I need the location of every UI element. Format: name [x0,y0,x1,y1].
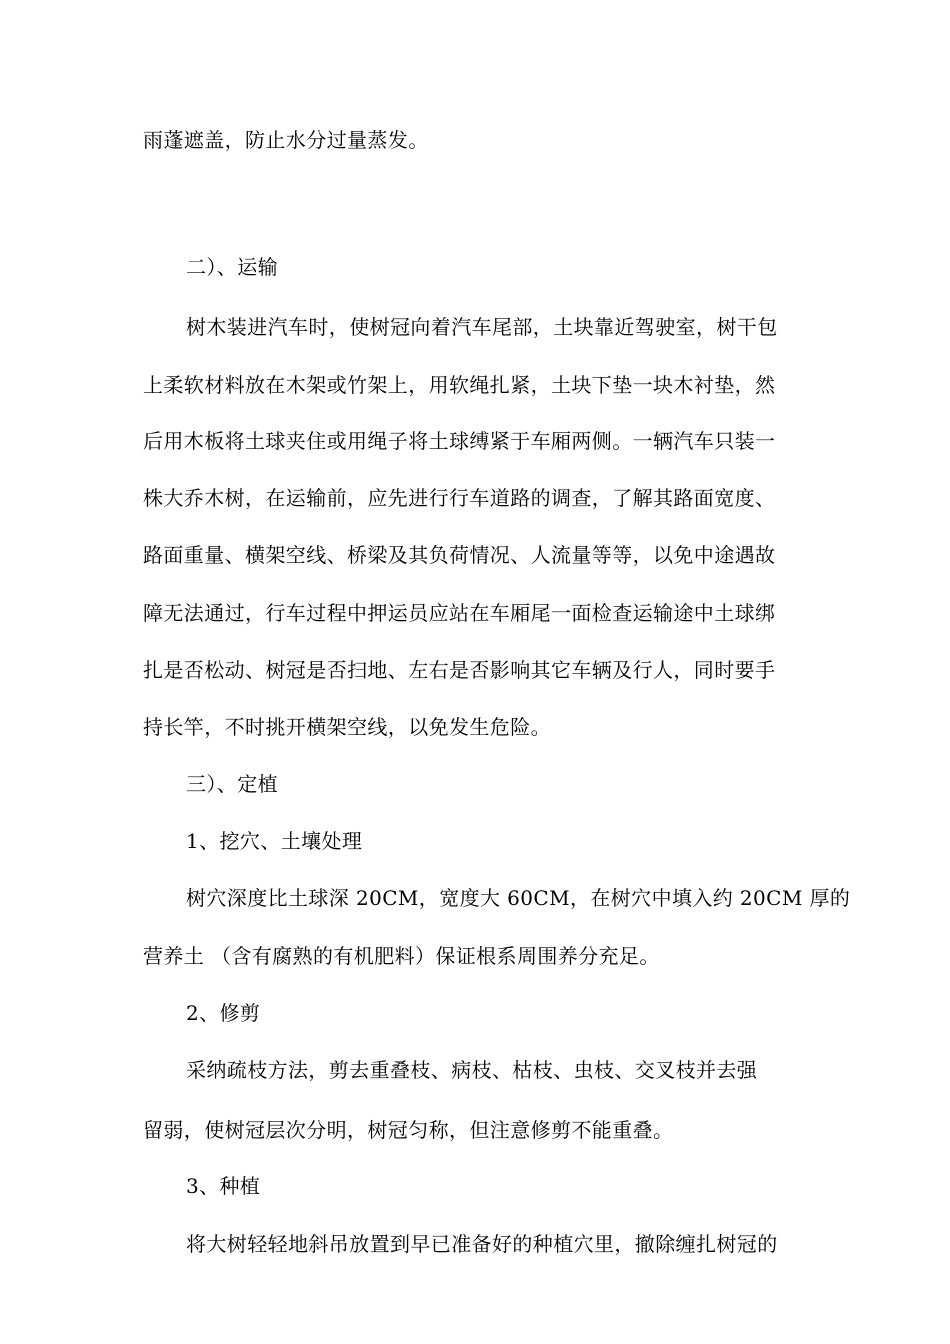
paragraph-line: 树木装进汽车时，使树冠向着汽车尾部，土块靠近驾驶室，树干包 [186,315,778,339]
paragraph-line: 雨蓬遮盖，防止水分过量蒸发。 [143,128,429,152]
paragraph-line: 采纳疏枝方法，剪去重叠枝、病枝、枯枝、虫枝、交叉枝并去强 [186,1058,758,1082]
section-heading-planting: 三）、定植 [186,772,278,796]
paragraph-line: 营养土 （含有腐熟的有机肥料）保证根系周围养分充足。 [143,944,660,968]
subheading-pruning: 2、修剪 [186,1001,261,1025]
paragraph-line: 持长竿，不时挑开横架空线，以免发生危险。 [143,715,551,739]
paragraph-line: 路面重量、横架空线、桥梁及其负荷情况、人流量等等，以免中途遇故 [143,543,776,567]
subheading-digging: 1、挖穴、土壤处理 [186,829,363,853]
paragraph-line: 株大乔木树，在运输前，应先进行行车道路的调查，了解其路面宽度、 [143,486,776,510]
paragraph-line: 障无法通过，行车过程中押运员应站在车厢尾一面检查运输途中土球绑 [143,601,776,625]
paragraph-line: 后用木板将土球夹住或用绳子将土球缚紧于车厢两侧。一辆汽车只装一 [143,429,776,453]
paragraph-line: 树穴深度比土球深 20CM，宽度大 60CM，在树穴中填入约 20CM 厚的 [186,886,851,910]
section-heading-transport: 二）、运输 [186,255,278,279]
paragraph-line: 将大树轻轻地斜吊放置到早已准备好的种植穴里，撤除缠扎树冠的 [186,1232,778,1256]
paragraph-line: 上柔软材料放在木架或竹架上，用软绳扎紧，土块下垫一块木衬垫，然 [143,373,776,397]
subheading-planting: 3、种植 [186,1174,261,1198]
paragraph-line: 扎是否松动、树冠是否扫地、左右是否影响其它车辆及行人，同时要手 [143,658,776,682]
paragraph-line: 留弱，使树冠层次分明，树冠匀称，但注意修剪不能重叠。 [143,1118,674,1142]
